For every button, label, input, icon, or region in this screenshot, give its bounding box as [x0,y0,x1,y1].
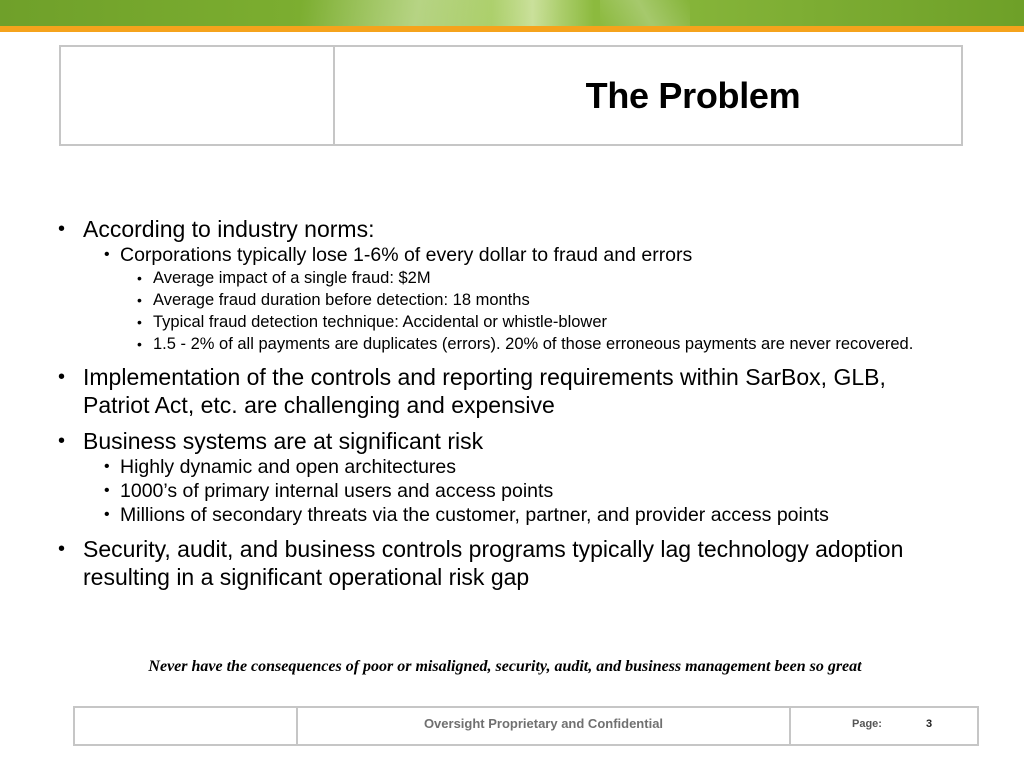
header-orange-stripe [0,26,1024,32]
bullet-text: Implementation of the controls and reporting requirements within SarBox, GLB, Patriot Act, etc. are challenging and expensive [83,364,886,418]
bullet-dot-icon: • [137,270,142,286]
page-number: 3 [926,718,933,730]
header-green-band [0,0,1024,26]
slide-tagline: Never have the consequences of poor or misaligned, security, audit, and business management been so great [148,658,862,675]
bullet-level-3 [58,311,958,333]
bullet-level-2 [58,455,958,479]
bullet-text: 1000’s of primary internal users and access points [120,480,554,502]
band-highlight [300,0,560,26]
bullet-level-2 [58,503,958,527]
bullet-level-3 [58,267,958,289]
bullet-text: Millions of secondary threats via the customer, partner, and provider access points [120,504,829,526]
bullet-dot-icon: • [104,246,110,263]
bullet-text: According to industry norms: [83,216,375,242]
bullet-dot-icon: • [58,430,66,452]
bullet-dot-icon: • [104,458,110,475]
bullet-dot-icon: • [58,538,66,560]
band-highlight [600,0,690,26]
bullet-level-2 [58,243,958,267]
title-frame [59,45,963,146]
bullet-dot-icon: • [104,482,110,499]
slide-title: The Problem [585,75,801,116]
bullet-text: Highly dynamic and open architectures [120,456,457,478]
bullet-dot-icon: • [137,336,142,352]
bullet-list [58,215,958,591]
bullet-dot-icon: • [58,218,66,240]
bullet-text: Security, audit, and business controls programs typically lag technology adoption resulting in a significant operational risk gap [83,536,904,590]
bullet-text: Business systems are at significant risk [83,428,484,454]
bullet-level-1 [58,535,958,591]
bullet-level-3 [58,333,958,355]
bullet-text: 1.5 - 2% of all payments are duplicates (errors). 20% of those erroneous payments are never recovered. [153,335,914,353]
footer-frame [73,706,979,746]
page-label: Page: [852,718,882,730]
bullet-dot-icon: • [137,314,142,330]
bullet-text: Typical fraud detection technique: Accidental or whistle-blower [153,313,607,331]
bullet-level-1 [58,215,958,243]
bullet-dot-icon: • [137,292,142,308]
bullet-dot-icon: • [104,506,110,523]
bullet-level-1 [58,427,958,455]
bullet-text: Average impact of a single fraud: $2M [153,269,431,287]
bullet-level-2 [58,479,958,503]
footer-confidential: Oversight Proprietary and Confidential [423,716,664,731]
bullet-level-3 [58,289,958,311]
bullet-text: Corporations typically lose 1-6% of every dollar to fraud and errors [120,244,693,266]
bullet-level-1 [58,363,958,419]
bullet-text: Average fraud duration before detection: 18 months [153,291,530,309]
bullet-dot-icon: • [58,366,66,388]
footer-divider [789,708,791,744]
